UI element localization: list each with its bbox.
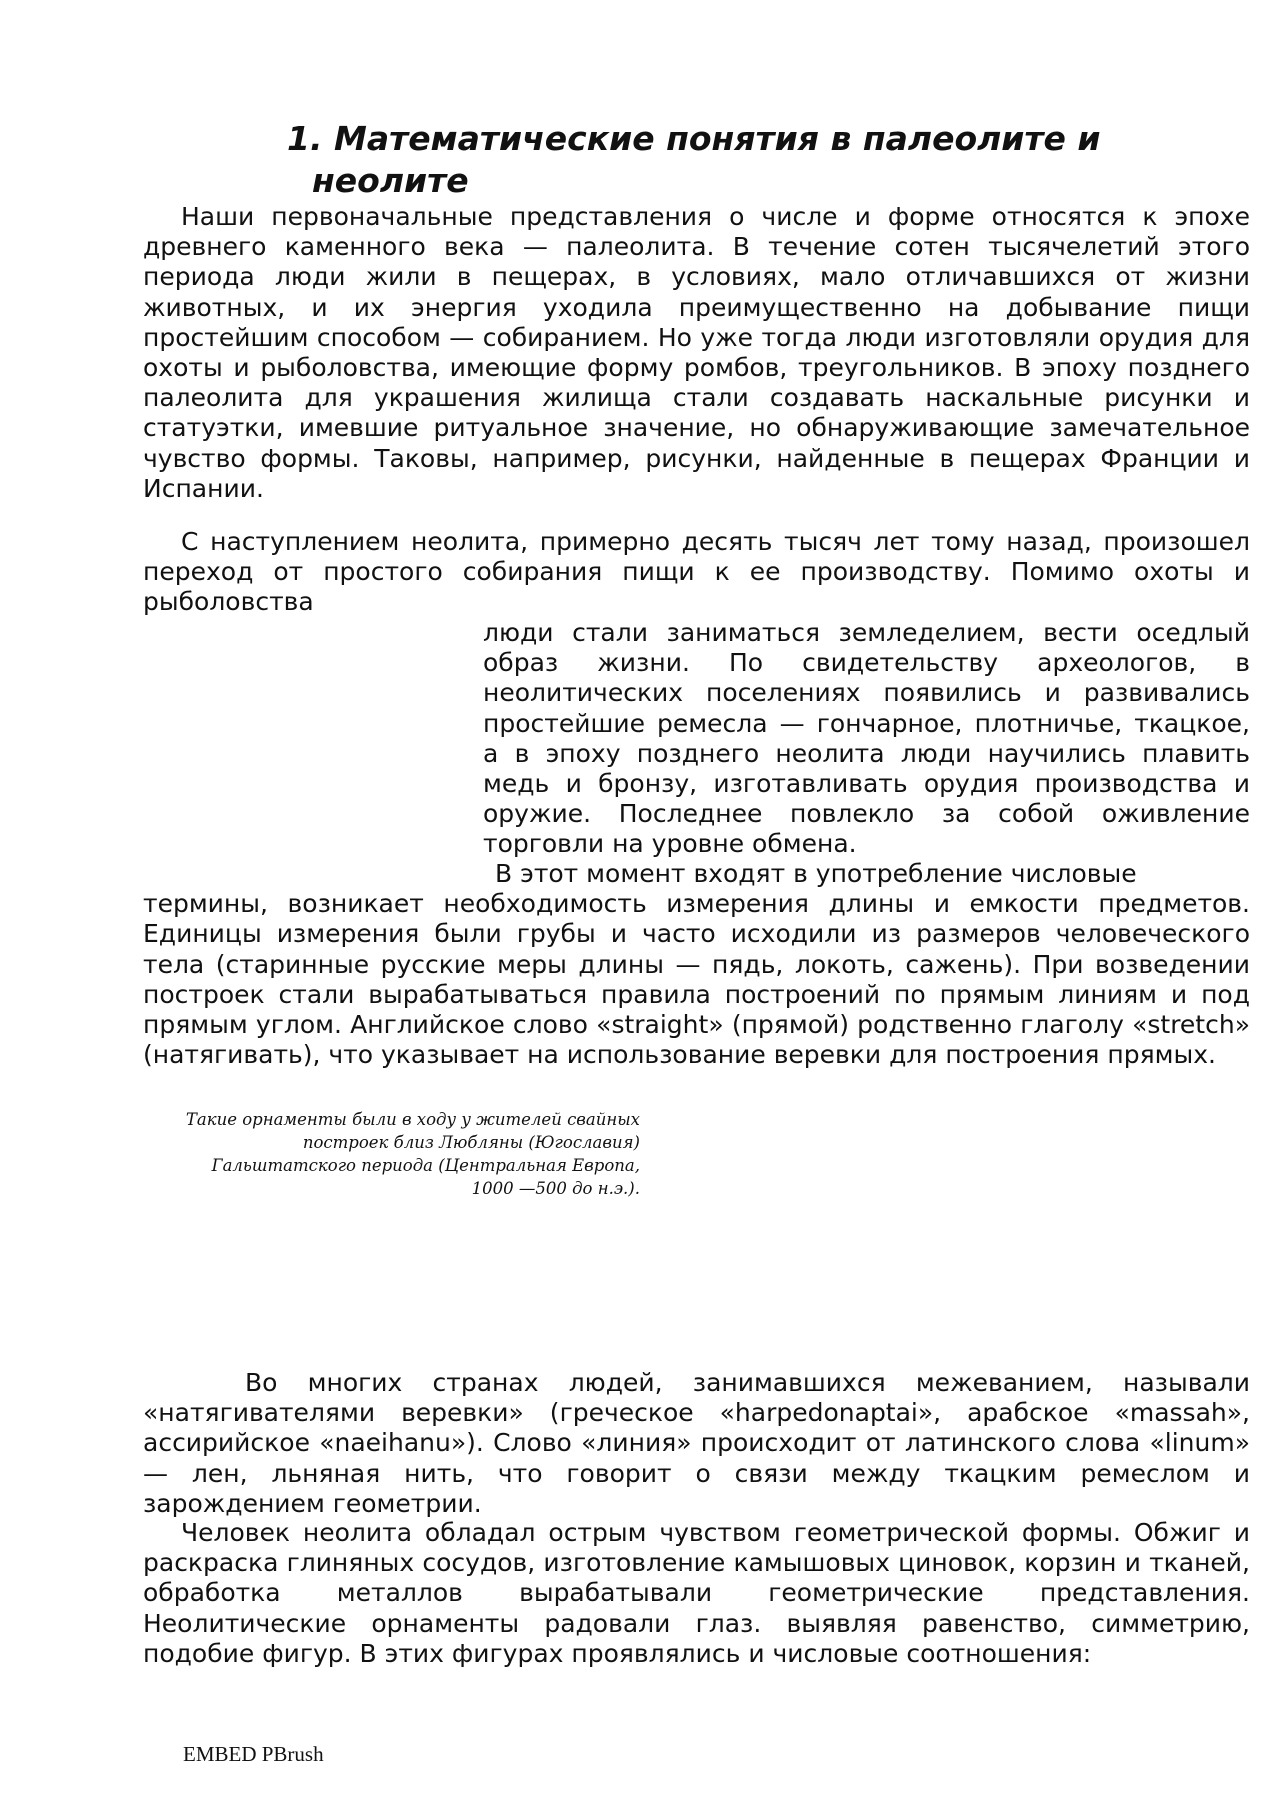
paragraph-neolithic-continued: люди стали заниматься земледелием, вести оседлый образ жизни. По свидетельству археологов, в неолитических поселениях появились и развивались простейшие ремесла — гончарное, плотничье, ткацкое, а в эпоху позднего неолита люди научились плавить медь и бронзу, изготавливать орудия производства и оружие. Последнее повлекло за собой оживление торговли на уровне обмена. xyxy=(483,618,1250,859)
paragraph-2-text: С наступлением неолита, примерно десять тысяч лет тому назад, произошел переход от простого собирания пищи к ее производству. Помимо охоты и рыболовства xyxy=(143,527,1250,617)
paragraph-3-text: термины, возникает необходимость измерения длины и емкости предметов. Единицы измерения были грубы и часто исходили из размеров человеческого тела (старинные русские меры длины — пядь, локоть, сажень). При возведении построек стали вырабатываться правила построений по прямым линиям и под прямым углом. Английское слово «straight» (прямой) родственно глаголу «stretch» (натягивать), что указывает на использование веревки для построения прямых. xyxy=(143,889,1250,1070)
paragraph-3-lead: В этот момент входят в употребление числовые xyxy=(495,859,1137,888)
paragraph-paleolithic xyxy=(143,202,1250,504)
paragraph-numeric-terms xyxy=(143,859,1250,1070)
title-line-1: 1. Математические понятия в палеолите и xyxy=(287,119,1101,158)
embed-field-code: EMBED PBrush xyxy=(183,1742,324,1766)
title-line-2: неолите xyxy=(312,161,469,200)
section-title xyxy=(287,118,1230,202)
paragraph-1-text: Наши первоначальные представления о числе и форме относятся к эпохе древнего каменного века — палеолита. В течение сотен тысячелетий этого периода люди жили в пещерах, в условиях, мало отличавшихся от жизни животных, и их энергия уходила преимущественно на добывание пищи простейшим способом — собиранием. Но уже тогда люди изготовляли орудия для охоты и рыболовства, имеющие форму ромбов, треугольников. В эпоху позднего палеолита для украшения жилища стали создавать наскальные рисунки и статуэтки, имевшие ритуальное значение, но обнаруживающие замечательное чувство формы. Таковы, например, рисунки, найденные в пещерах Франции и Испании. xyxy=(143,202,1250,503)
paragraph-neolithic-start xyxy=(143,527,1250,618)
paragraph-geometric-form xyxy=(143,1518,1250,1669)
paragraph-4-text: Во многих странах людей, занимавшихся межеванием, называли «натягивателями веревки» (греческое «harpedonaptai», арабское «massah», ассирийское «naeihanu»). Слово «линия» происходит от латинского слова «linum» — лен, льняная нить, что говорит о связи между ткацким ремеслом и зарождением геометрии. xyxy=(143,1368,1250,1518)
paragraph-5-text: Человек неолита обладал острым чувством геометрической формы. Обжиг и раскраска глиняных сосудов, изготовление камышовых циновок, корзин и тканей, обработка металлов вырабатывали геометрические представления. Неолитические орнаменты радовали глаз. выявляя равенство, симметрию, подобие фигур. В этих фигурах проявлялись и числовые соотношения: xyxy=(143,1518,1250,1668)
figure-caption: Такие орнаменты были в ходу у жителей свайных построек близ Любляны (Югославия) Гальштатского периода (Центральная Европа, 1000 —500 до н.э.). xyxy=(185,1110,640,1198)
paragraph-rope-stretchers xyxy=(143,1368,1250,1519)
